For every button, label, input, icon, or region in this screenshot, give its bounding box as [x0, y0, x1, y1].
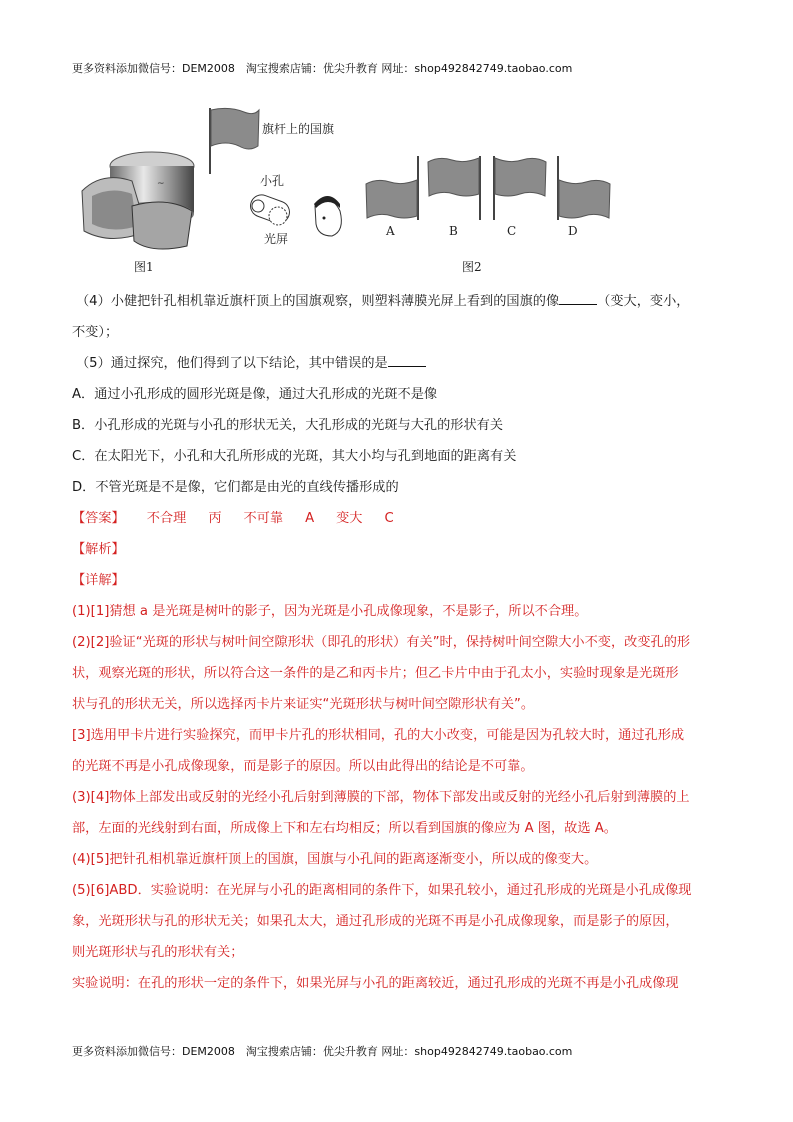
- detail-line: (3)[4]物体上部发出或反射的光经小孔后射到薄膜的下部，物体下部发出或反射的光经小孔后射到薄膜的上: [72, 790, 690, 805]
- detail-line: (1)[1]猜想 a 是光斑是树叶的影子，因为光斑是小孔成像现象，不是影子，所以不合理。: [72, 604, 588, 619]
- option-b: B．小孔形成的光斑与小孔的形状无关，大孔形成的光斑与大孔的形状有关: [72, 418, 504, 433]
- analysis-tag: 【解析】: [72, 542, 125, 557]
- figure-2-caption: 图2: [462, 260, 482, 274]
- answer-value: 不合理: [146, 511, 187, 526]
- question-4: （4）小健把针孔相机靠近旗杆顶上的国旗观察，则塑料薄膜光屏上看到的国旗的像 （变大，变小，: [72, 286, 732, 317]
- answer-value: 不可靠: [243, 511, 284, 526]
- pinhole-eye-diagram: [240, 186, 350, 256]
- page-footer: 更多资料添加微信号：DEM2008 淘宝搜索店铺：优尖升教育 网址：shop492842749.taobao.com: [72, 1045, 573, 1058]
- option-d-flag: [552, 154, 614, 224]
- answer-value: 丙: [208, 511, 222, 526]
- option-c-flag: [488, 154, 550, 224]
- hole-label: 小孔: [260, 174, 285, 188]
- detail-line: (2)[2]验证“光斑的形状与树叶间空隙形状（即孔的形状）有关”时，保持树叶间空隙大小不变，改变孔的形: [72, 635, 691, 650]
- answer-row: [72, 503, 732, 534]
- detail-line: 状与孔的形状无关，所以选择丙卡片来证实“光斑形状与树叶间空隙形状有关”。: [72, 697, 535, 712]
- flag-label: 旗杆上的国旗: [262, 122, 335, 136]
- option-a-label: A: [386, 224, 395, 238]
- option-b-flag: [424, 154, 486, 224]
- svg-text:~: ~: [157, 179, 165, 189]
- option-c-label: C: [507, 224, 517, 238]
- answer-value: C: [384, 511, 394, 526]
- detail-line: 状，观察光斑的形状，所以符合这一条件的是乙和丙卡片；但乙卡片中由于孔太小，实验时现象是光斑形: [72, 666, 679, 681]
- detail-line: (5)[6]ABD．实验说明：在光屏与小孔的距离相同的条件下，如果孔较小，通过孔形成的光斑是小孔成像现: [72, 883, 692, 898]
- option-b-label: B: [449, 224, 458, 238]
- option-d: D．不管光斑是不是像，它们都是由光的直线传播形成的: [72, 480, 399, 495]
- answer-value: 变大: [336, 511, 363, 526]
- option-a-flag: [362, 154, 424, 224]
- flag-on-pole-image: [204, 106, 264, 176]
- question-4-continued: 不变）；: [72, 325, 119, 340]
- answer-blank-4: [559, 290, 597, 305]
- screen-label: 光屏: [264, 232, 289, 246]
- answer-value: A: [305, 511, 315, 526]
- detail-line: 实验说明：在孔的形状一定的条件下，如果光屏与小孔的距离较近，通过孔形成的光斑不再是小孔成像现: [72, 976, 679, 991]
- option-c: C．在太阳光下，小孔和大孔所形成的光斑，其大小均与孔到地面的距离有关: [72, 449, 517, 464]
- experiment-figure: [72, 100, 632, 280]
- detail-line: (4)[5]把针孔相机靠近旗杆顶上的国旗，国旗与小孔间的距离逐渐变小，所以成的像变大。: [72, 852, 598, 867]
- page-header: 更多资料添加微信号：DEM2008 淘宝搜索店铺：优尖升教育 网址：shop492842749.taobao.com: [72, 62, 573, 75]
- detail-line: 的光斑不再是小孔成像现象，而是影子的原因。所以由此得出的结论是不可靠。: [72, 759, 534, 774]
- question-5: （5）通过探究，他们得到了以下结论，其中错误的是: [72, 348, 732, 379]
- figure-1-caption: 图1: [134, 260, 154, 274]
- question-content: [72, 286, 732, 999]
- detail-line: [3]选用甲卡片进行实验探究，而甲卡片孔的形状相同，孔的大小改变，可能是因为孔较大时，通过孔形成: [72, 728, 685, 743]
- option-d-label: D: [568, 224, 578, 238]
- answer-tag: 【答案】: [72, 511, 125, 526]
- detail-line: 则光斑形状与孔的形状有关；: [72, 945, 244, 960]
- detail-line: 象，光斑形状与孔的形状无关；如果孔太大，通过孔形成的光斑不再是小孔成像现象，而是影子的原因，: [72, 914, 679, 929]
- option-a: A．通过小孔形成的圆形光斑是像，通过大孔形成的光斑不是像: [72, 387, 438, 402]
- detail-line: 部，左面的光线射到右面，所成像上下和左右均相反；所以看到国旗的像应为 A 图，故选 A。: [72, 821, 617, 836]
- detail-tag: 【详解】: [72, 573, 125, 588]
- answer-blank-5: [388, 352, 426, 367]
